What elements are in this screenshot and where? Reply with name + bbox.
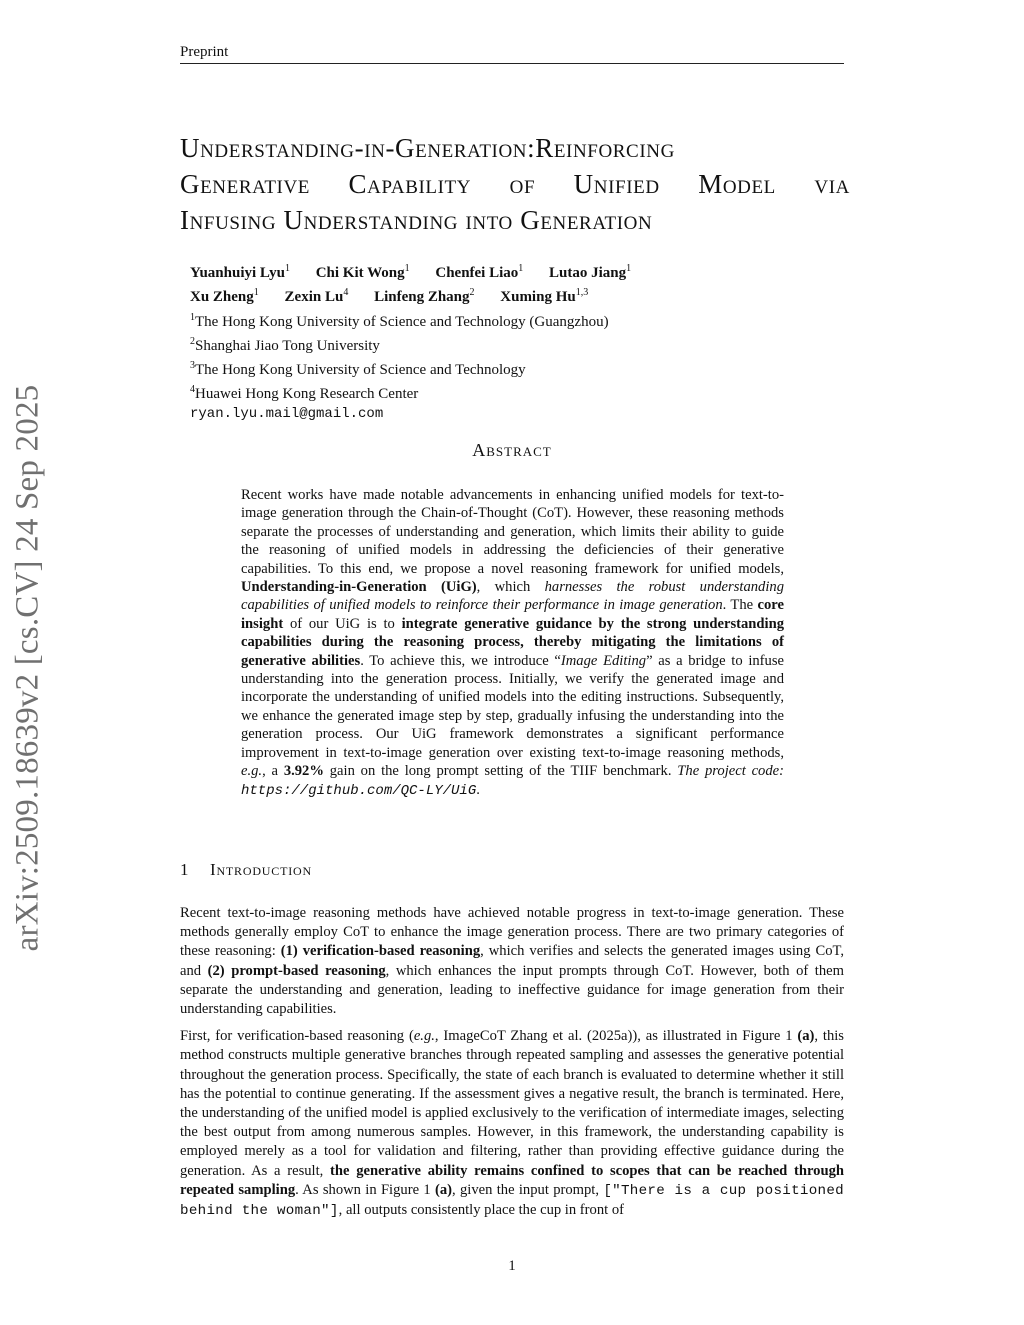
project-link[interactable]: https://github.com/QC-LY/UiG bbox=[241, 782, 477, 799]
section-heading: 1 Introduction bbox=[180, 860, 312, 879]
paragraph: Recent text-to-image reasoning methods have achieved notable progress in text-to-image generation. These methods generally employ CoT to enhance the image generation process. There are two primary categories of these reasoning: (1) verification-based reasoning, which verifies and selects the generated images using CoT, and (2) prompt-based reasoning, which enhances the input prompts through CoT. However, both of them separate the understanding and generation, leading to ineffective guidance for image generation from their understanding capabilities. bbox=[180, 905, 844, 1018]
affiliation: $^4$Huawei Hong Kong Research Center bbox=[190, 384, 419, 403]
abstract-heading: Abstract bbox=[472, 440, 552, 460]
author: Lutao Jiang$^1$ bbox=[549, 263, 632, 281]
introduction-body bbox=[180, 904, 844, 1229]
author: Chi Kit Wong$^1$ bbox=[315, 263, 410, 281]
affiliation: $^3$The Hong Kong University of Science and Technology bbox=[190, 360, 526, 379]
paper-title bbox=[180, 130, 850, 238]
author: Chenfei Liao$^1$ bbox=[435, 263, 524, 281]
author-row bbox=[190, 283, 850, 307]
author: Yuanhuiyi Lyu$^1$ bbox=[190, 263, 290, 281]
affiliation: $^2$Shanghai Jiao Tong University bbox=[190, 335, 380, 354]
author: Linfeng Zhang$^2$ bbox=[374, 287, 475, 306]
title-line: Generative Capability of Unified Model via bbox=[180, 169, 850, 199]
title-line: Infusing Understanding into Generation bbox=[180, 205, 653, 235]
author: Xuming Hu$^{1,3}$ bbox=[500, 287, 589, 306]
author: Xu Zheng$^1$ bbox=[190, 287, 259, 306]
prompt-code: ["There is a cup positioned behind the woman"] bbox=[180, 1182, 844, 1220]
author: Zexin Lu$^4$ bbox=[284, 287, 349, 306]
title-line: Understanding-in-Generation:Reinforcing bbox=[180, 133, 675, 163]
abstract-text: Recent works have made notable advancements in enhancing unified models for text-to-image generation through the Chain-of-Thought (CoT). However, these reasoning methods separate the processes of understanding and generation, which limits their ability to guide the reasoning of unified models in addressing the deficiencies of their generative capabilities. To this end, we propose a novel reasoning framework for unified models, Understanding-in-Generation (UiG), which harnesses the robust understanding capabilities of unified models to reinforce their performance in image generation. The core insight of our UiG is to integrate generative guidance by the strong understanding capabilities during the reasoning process, thereby mitigating the limitations of generative abilities. To achieve this, we introduce “Image Editing” as a bridge to infuse understanding into the generation process. Initially, we verify the generated image and incorporate the understanding of unified models into the editing instructions. Subsequently, we enhance the generated image step by step, gradually infusing the understanding into the generation process. Our UiG framework demonstrates a significant performance improvement in text-to-image generation over existing text-to-image reasoning methods, e.g., a 3.92% gain on the long prompt setting of the TIIF benchmark. The project code: https://github.com/QC-LY/UiG. bbox=[241, 487, 784, 799]
page-number: 1 bbox=[508, 1258, 516, 1274]
arxiv-identifier: arXiv:2509.18639v2 [cs.CV] 24 Sep 2025 bbox=[9, 384, 46, 952]
contact-email[interactable]: ryan.lyu.mail@gmail.com bbox=[190, 405, 384, 422]
running-header: Preprint bbox=[180, 44, 844, 64]
paragraph: First, for verification-based reasoning (e.g., ImageCoT Zhang et al. (2025a)), as illustrated in Figure 1 (a), this method constructs multiple generative branches through repeated sampling and assesses the generative potential throughout the generation process. Specifically, the state of each branch is evaluated to determine whether it still has the potential to continue generating. If the assessment gives a negative result, the branch is terminated. Here, the understanding of the unified model is applied exclusively to the verification of intermediate images, selecting the best output from among numerous samples. However, in this framework, the understanding capability is employed merely as a tool for validation and filtering, rather than providing effective guidance during the generation. As a result, the generative ability remains confined to scopes that can be reached through repeated sampling. As shown in Figure 1 (a), given the input prompt, ["There is a cup positioned behind the woman"], all outputs consistently place the cup in front of bbox=[180, 1028, 845, 1220]
author-row bbox=[190, 259, 850, 283]
affiliation: $^1$The Hong Kong University of Science and Technology (Guangzhou) bbox=[190, 311, 609, 330]
author-block bbox=[190, 259, 850, 424]
